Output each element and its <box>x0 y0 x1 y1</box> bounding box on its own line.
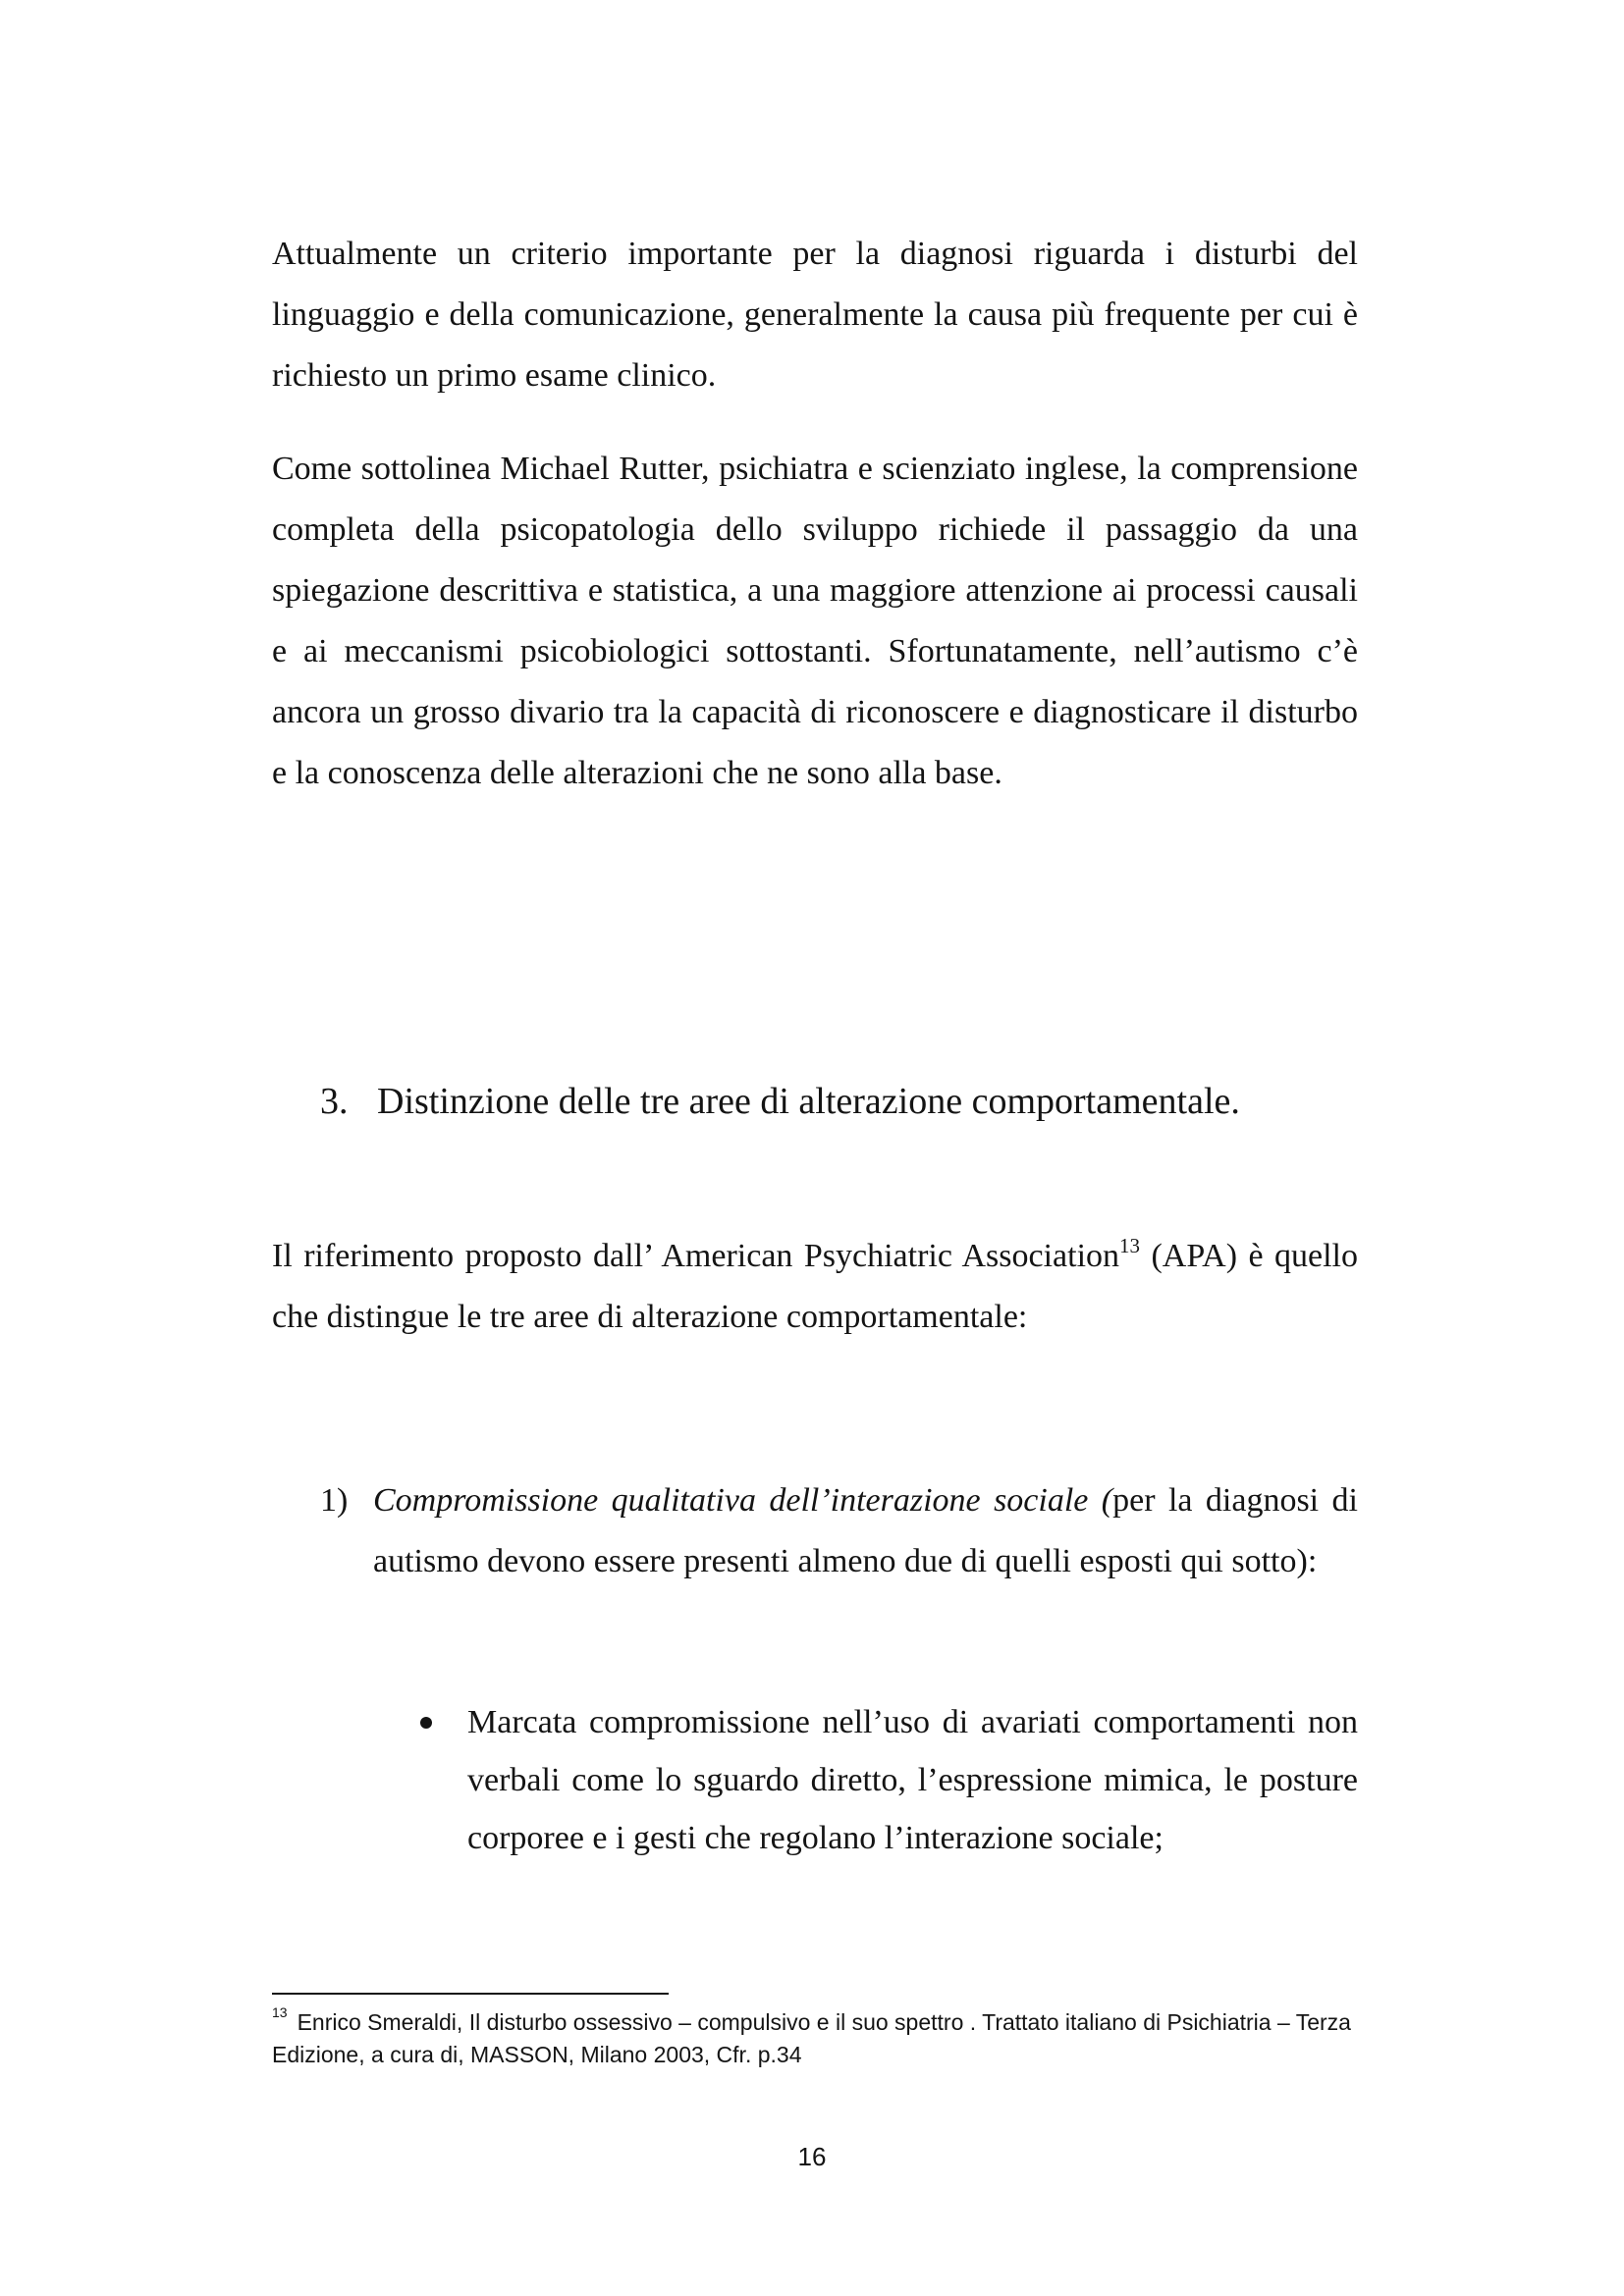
apa-intro-continuation: (APA) è quello che distingue le tre aree di alterazione comportamentale: <box>272 1238 1358 1335</box>
list-item-italic-title: Compromissione qualitativa dell’interazione sociale ( <box>373 1482 1113 1519</box>
footnote <box>272 2006 1352 2071</box>
section-number: 3. <box>320 1081 349 1122</box>
paragraph-diagnosis-criteria: Attualmente un criterio importante per la diagnosi riguarda i disturbi del linguaggio e della comunicazione, generalmente la causa più frequente per cui è richiesto un primo esame clinico. <box>272 236 1358 394</box>
section-heading <box>320 1076 1240 1127</box>
list-item-body: per la diagnosi di autismo devono essere presenti almeno due di quelli esposti qui sotto): <box>373 1482 1358 1579</box>
list-item-1 <box>320 1470 1358 1592</box>
footnote-separator <box>272 1993 669 1995</box>
section-title: Distinzione delle tre aree di alterazione comportamentale. <box>377 1081 1240 1122</box>
footnote-text: Enrico Smeraldi, Il disturbo ossessivo – compulsivo e il suo spettro . Trattato italiano di Psichiatria – Terza Edizione, a cura di, MASSON, Milano 2003, Cfr. p.34 <box>272 2009 1351 2067</box>
bullet-text: Marcata compromissione nell’uso di avariati comportamenti non verbali come lo sguardo diretto, l’espressione mimica, le posture corporee e i gesti che regolano l’interazione sociale; <box>467 1704 1358 1856</box>
bullet-dot-icon <box>420 1717 432 1729</box>
list-number: 1) <box>320 1482 349 1519</box>
paragraph-apa-intro <box>272 1226 1358 1348</box>
apa-intro-text: Il riferimento proposto dall’ American Psychiatric Association <box>272 1238 1120 1274</box>
bullet-item <box>420 1693 1358 1867</box>
list-item-text <box>373 1470 1358 1592</box>
page-number: 16 <box>797 2142 827 2171</box>
footnote-reference: 13 <box>1119 1233 1141 1257</box>
footnote-mark: 13 <box>272 2004 288 2021</box>
paragraph-rutter: Come sottolinea Michael Rutter, psichiatra e scienziato inglese, la comprensione completa della psicopatologia dello sviluppo richiede il passaggio da una spiegazione descrittiva e statistica, a una maggiore attenzione ai processi causali e ai meccanismi psicobiologici sottostanti. Sfortunatamente, nell’autismo c’è ancora un grosso divario tra la capacità di riconoscere e diagnosticare il disturbo e la conoscenza delle alterazioni che ne sono alla base. <box>272 451 1358 791</box>
